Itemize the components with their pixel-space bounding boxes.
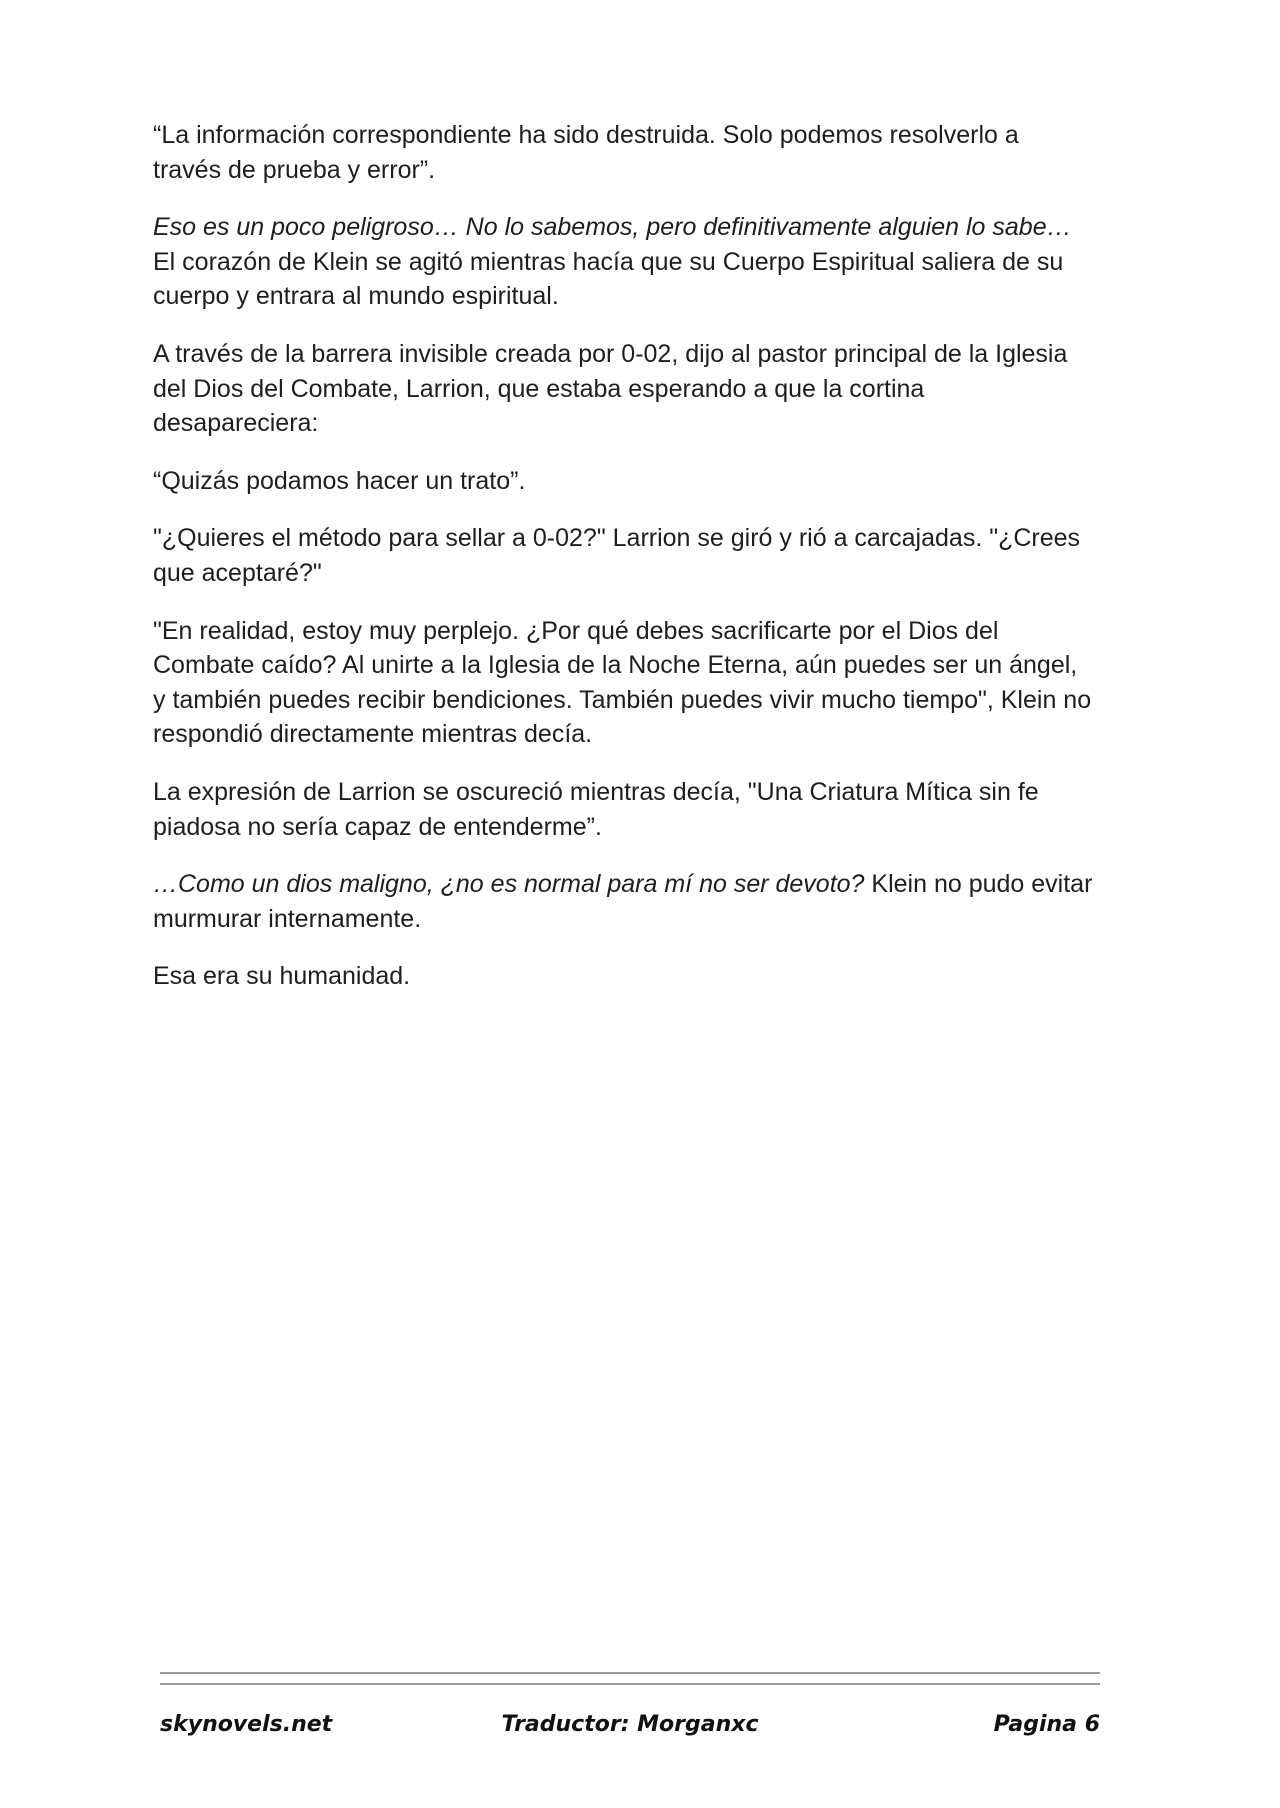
paragraph bbox=[153, 118, 1093, 187]
italic-text-run: Eso es un poco peligroso… No lo sabemos, pero definitivamente alguien lo sabe… bbox=[153, 213, 1072, 242]
italic-text-run: …Como un dios maligno, ¿no es normal para mí no ser devoto? bbox=[153, 870, 865, 899]
footer-site: skynovels.net bbox=[160, 1712, 333, 1737]
paragraph bbox=[153, 521, 1093, 590]
paragraph bbox=[153, 464, 1093, 499]
footer-divider-bottom bbox=[160, 1683, 1100, 1685]
text-run: “La información correspondiente ha sido destruida. Solo podemos resolverlo a través de prueba y error”. bbox=[153, 121, 1019, 184]
paragraph bbox=[153, 614, 1093, 752]
paragraph bbox=[153, 867, 1093, 936]
footer-page-number: Pagina 6 bbox=[993, 1712, 1100, 1737]
paragraph bbox=[153, 337, 1093, 441]
footer-translator: Traductor: Morganxc bbox=[501, 1712, 759, 1737]
body-text bbox=[153, 118, 1093, 1017]
text-run: Esa era su humanidad. bbox=[153, 962, 411, 991]
text-run: La expresión de Larrion se oscureció mientras decía, "Una Criatura Mítica sin fe piadosa no sería capaz de entenderme”. bbox=[153, 777, 1039, 841]
text-run: "¿Quieres el método para sellar a 0-02?" Larrion se giró y rió a carcajadas. "¿Crees que aceptaré?" bbox=[153, 524, 1081, 587]
text-run: “Quizás podamos hacer un trato”. bbox=[153, 466, 526, 495]
text-run: El corazón de Klein se agitó mientras hacía que su Cuerpo Espiritual saliera de su cuerpo y entrara al mundo espiritual. bbox=[153, 247, 1064, 311]
paragraph bbox=[153, 210, 1093, 314]
text-run: A través de la barrera invisible creada por 0-02, dijo al pastor principal de la Iglesia del Dios del Combate, Larrion, que estaba esperando a que la cortina desapareciera: bbox=[153, 339, 1068, 438]
paragraph bbox=[153, 959, 1093, 994]
paragraph bbox=[153, 775, 1093, 844]
page-footer bbox=[160, 1712, 1100, 1746]
text-run: Klein no pudo evitar murmurar internamente. bbox=[153, 870, 1093, 933]
text-run: "En realidad, estoy muy perplejo. ¿Por qué debes sacrificarte por el Dios del Combate caído? Al unirte a la Iglesia de la Noche Eterna, aún puedes ser un ángel, y también puedes recibir bendiciones. También puedes vivir mucho tiempo", Klein no respondió directamente mientras decía. bbox=[153, 616, 1092, 749]
footer-divider-top bbox=[160, 1672, 1100, 1674]
